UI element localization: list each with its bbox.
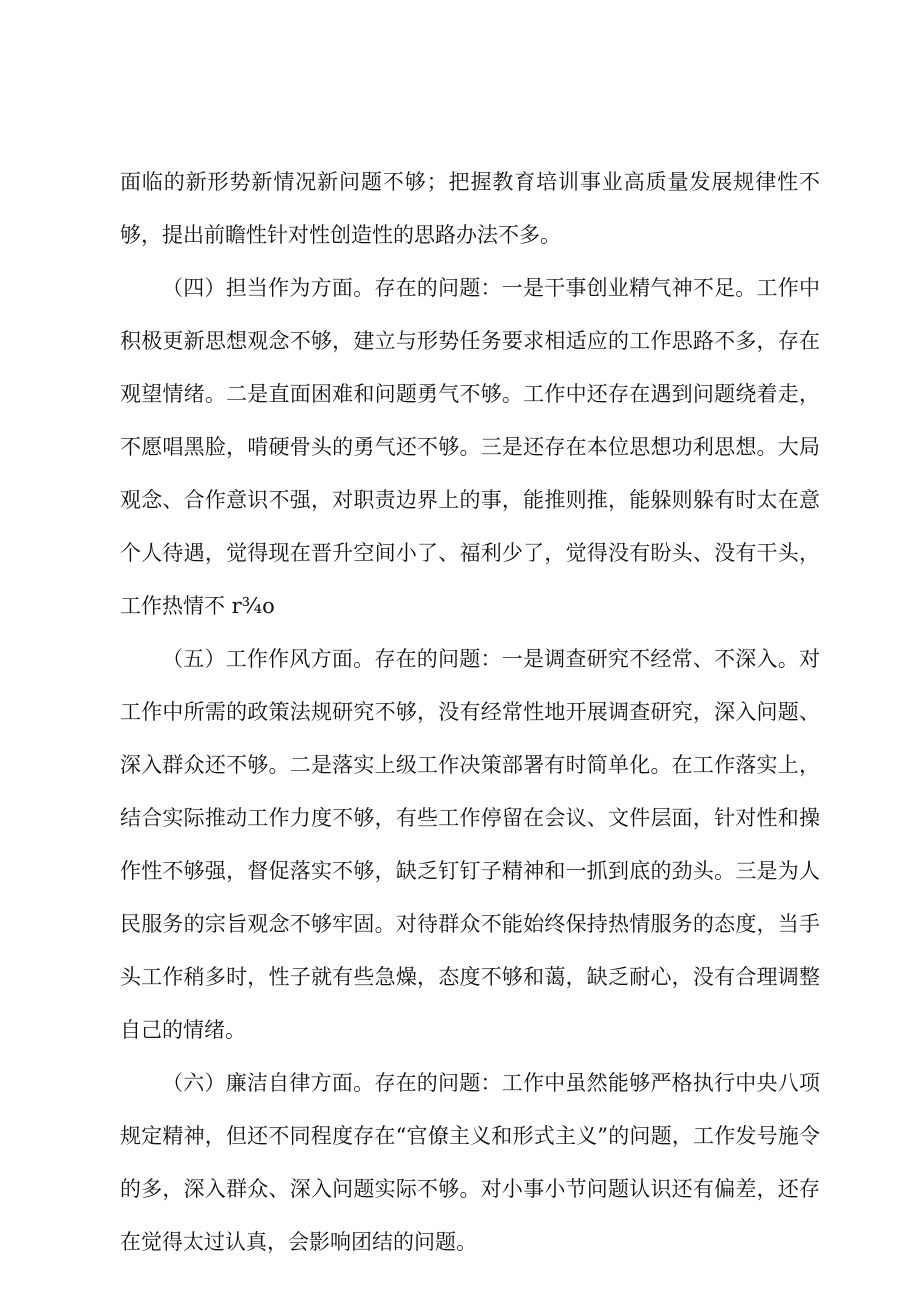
paragraph-continuation: 面临的新形势新情况新问题不够；把握教育培训事业高质量发展规律性不够，提出前瞻性针对性创造性的思路办法不多。	[120, 170, 820, 247]
paragraph-integrity: （六）廉洁自律方面。存在的问题：工作中虽然能够严格执行中央八项规定精神，但还不同程度存在“官僚主义和形式主义”的问题，工作发号施令的多，深入群众、深入问题实际不够。对小事小节问题认识还有偏差，还存在觉得太过认真，会影响团结的问题。	[120, 1071, 820, 1254]
paragraph-responsibility: （四）担当作为方面。存在的问题：一是干事创业精气神不足。工作中积极更新思想观念不够，建立与形势任务要求相适应的工作思路不多，存在观望情绪。二是直面困难和问题勇气不够。工作中还存在遇到问题绕着走，不愿唱黑脸，啃硬骨头的勇气还不够。三是还存在本位思想功利思想。大局观念、合作意识不强，对职责边界上的事，能推则推，能躲则躲有时太在意个人待遇，觉得现在晋升空间小了、福利少了，觉得没有盼头、没有干头，工作热情不 r¾o	[120, 276, 820, 618]
paragraph-work-style: （五）工作作风方面。存在的问题：一是调查研究不经常、不深入。对工作中所需的政策法规研究不够，没有经常性地开展调查研究，深入问题、深入群众还不够。二是落实上级工作决策部署有时简单化。在工作落实上，结合实际推动工作力度不够，有些工作停留在会议、文件层面，针对性和操作性不够强，督促落实不够，缺乏钉钉子精神和一抓到底的劲头。三是为人民服务的宗旨观念不够牢固。对待群众不能始终保持热情服务的态度，当手头工作稍多时，性子就有些急燥，态度不够和蔼，缺乏耐心，没有合理调整自己的情绪。	[120, 647, 820, 1042]
document-body	[120, 156, 820, 1269]
